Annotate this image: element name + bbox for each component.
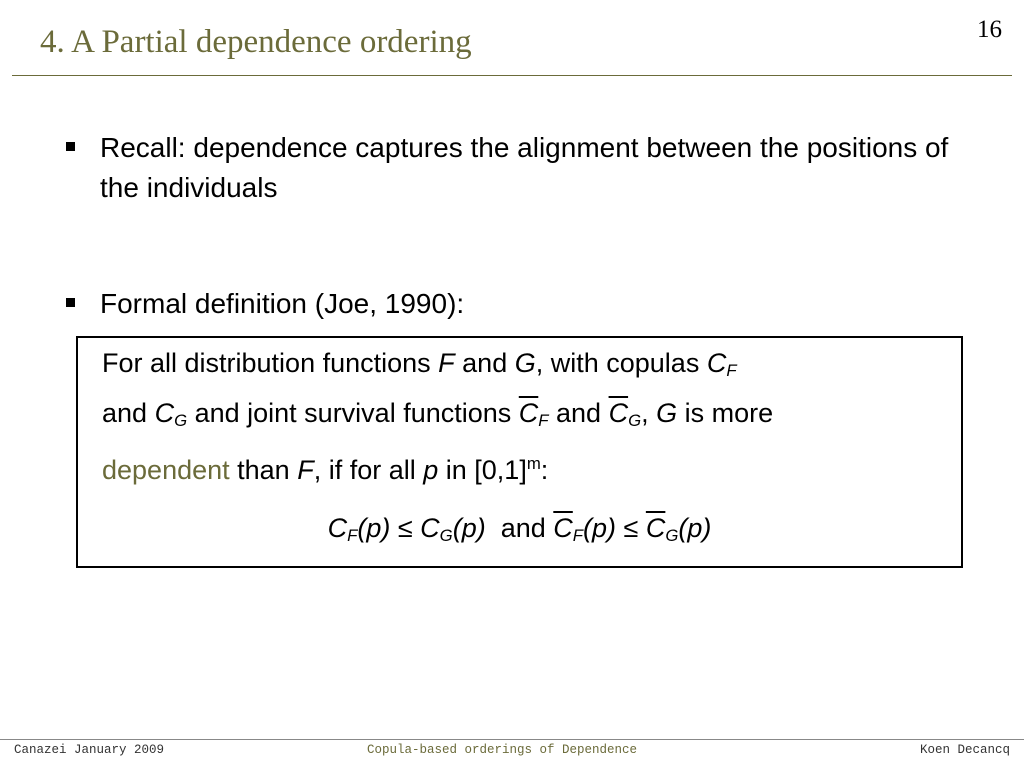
footer-divider <box>0 739 1024 740</box>
definition-text <box>102 342 952 492</box>
footer-right: Koen Decancq <box>919 743 1010 757</box>
bullet-recall <box>66 128 966 208</box>
definition-line-3: dependent than F, if for all p in $[0,1]^m$: <box>102 454 549 486</box>
slide-title: 4. A Partial dependence ordering <box>40 24 472 60</box>
bullet-formal-definition <box>66 284 966 324</box>
definition-line-1: For all distribution functions F and G, with copulas $C_F$ <box>102 348 737 381</box>
page-number: 16 <box>977 16 1002 43</box>
title-divider <box>12 75 1012 76</box>
bullet-square-icon <box>66 298 75 307</box>
dependent-highlight: dependent <box>102 455 230 486</box>
definition-box <box>76 336 963 568</box>
dependence-formula: $C_F(p) \le C_G(p)$ and $\overline{C}_F(p) \le \overline{C}_G(p)$ <box>327 513 712 546</box>
footer-center: Copula-based orderings of Dependence <box>367 743 638 757</box>
bullet-square-icon <box>66 142 75 151</box>
footer-left: Canazei January 2009 <box>14 743 165 757</box>
bullet-text: Formal definition (Joe, 1990): <box>100 288 465 319</box>
bullet-text: Recall: dependence captures the alignment between the positions of the individuals <box>100 132 949 203</box>
definition-line-2: and $C_G$ and joint survival functions $\overline{C}_F$ and $\overline{C}_G$, G is more <box>102 398 774 431</box>
